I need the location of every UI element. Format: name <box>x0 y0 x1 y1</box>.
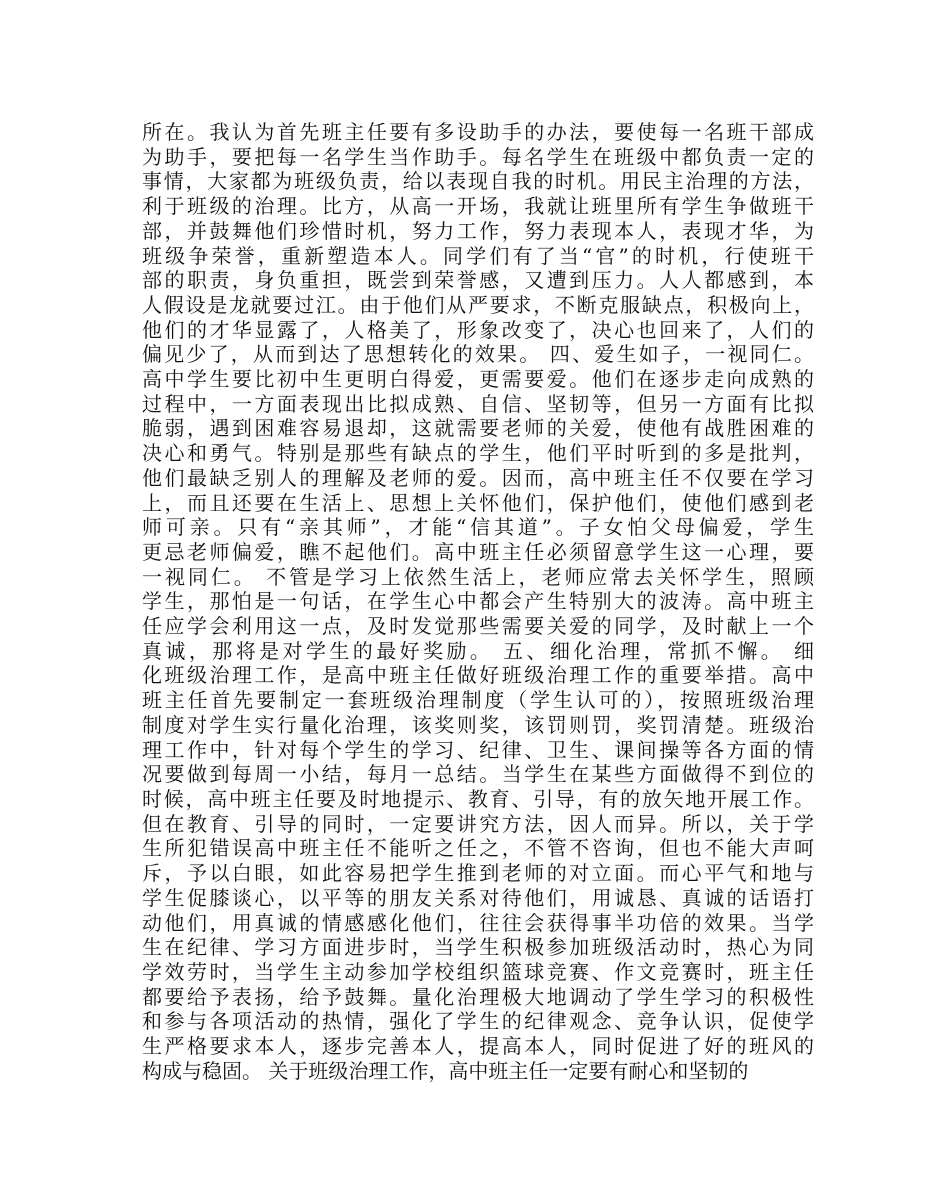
text-line: 学生，那怕是一句话，在学生心中都会产生特别大的波涛。高中班主 <box>142 589 814 614</box>
text-line: 利于班级的治理。比方，从高一开场，我就让班里所有学生争做班干 <box>142 194 814 219</box>
text-line: 他们的才华显露了，人格美了，形象改变了，决心也回来了，人们的 <box>142 317 814 342</box>
text-line: 过程中，一方面表现出比拟成熟、自信、坚韧等，但另一方面有比拟 <box>142 391 814 416</box>
text-line: 构成与稳固。 关于班级治理工作，高中班主任一定要有耐心和坚韧的 <box>142 1058 749 1083</box>
text-line: 况要做到每周一小结，每月一总结。当学生在某些方面做得不到位的 <box>142 762 814 787</box>
text-line: 生严格要求本人，逐步完善本人，提高本人，同时促进了好的班风的 <box>142 1034 814 1059</box>
text-line: 更忌老师偏爱，瞧不起他们。高中班主任必须留意学生这一心理，要 <box>142 539 814 564</box>
text-line: 真诚，那将是对学生的最好奖励。 五、细化治理，常抓不懈。 细 <box>142 638 814 663</box>
body-text <box>142 120 814 1083</box>
text-line: 班主任首先要制定一套班级治理制度（学生认可的），按照班级治理 <box>142 688 814 713</box>
text-line: 所在。我认为首先班主任要有多设助手的办法，要使每一名班干部成 <box>142 120 814 144</box>
text-line: 高中学生要比初中生更明白得爱，更需要爱。他们在逐步走向成熟的 <box>142 367 814 392</box>
text-line: 学生促膝谈心，以平等的朋友关系对待他们，用诚恳、真诚的话语打 <box>142 885 814 910</box>
text-line: 偏见少了，从而到达了思想转化的效果。 四、爱生如子，一视同仁。 <box>142 342 814 367</box>
text-line: 和参与各项活动的热情，强化了学生的纪律观念、竞争认识，促使学 <box>142 1009 814 1034</box>
text-line: 师可亲。只有“亲其师”，才能“信其道”。子女怕父母偏爱，学生 <box>142 515 814 540</box>
text-line: 为助手，要把每一名学生当作助手。每名学生在班级中都负责一定的 <box>142 144 814 169</box>
text-line: 生在纪律、学习方面进步时，当学生积极参加班级活动时，热心为同 <box>142 935 814 960</box>
text-line: 一视同仁。 不管是学习上依然生活上，老师应常去关怀学生，照顾 <box>142 564 814 589</box>
text-line: 化班级治理工作，是高中班主任做好班级治理工作的重要举措。高中 <box>142 663 814 688</box>
text-line: 人假设是龙就要过江。由于他们从严要求，不断克服缺点，积极向上， <box>142 292 814 317</box>
text-line: 都要给予表扬，给予鼓舞。量化治理极大地调动了学生学习的积极性 <box>142 984 814 1009</box>
text-line: 时候，高中班主任要及时地提示、教育、引导，有的放矢地开展工作。 <box>142 786 814 811</box>
text-line: 动他们，用真诚的情感感化他们，往往会获得事半功倍的效果。当学 <box>142 910 814 935</box>
text-line: 他们最缺乏别人的理解及老师的爱。因而，高中班主任不仅要在学习 <box>142 465 814 490</box>
text-line: 任应学会利用这一点，及时发觉那些需要关爱的同学，及时献上一个 <box>142 614 814 639</box>
text-line: 部的职责，身负重担，既尝到荣誉感，又遭到压力。人人都感到，本 <box>142 268 814 293</box>
text-line: 制度对学生实行量化治理，该奖则奖，该罚则罚，奖罚清楚。班级治 <box>142 712 814 737</box>
text-line: 但在教育、引导的同时，一定要讲究方法，因人而异。所以，关于学 <box>142 811 814 836</box>
text-line: 脆弱，遇到困难容易退却，这就需要老师的关爱，使他有战胜困难的 <box>142 416 814 441</box>
text-line: 部，并鼓舞他们珍惜时机，努力工作，努力表现本人，表现才华，为 <box>142 218 814 243</box>
text-line: 决心和勇气。特别是那些有缺点的学生，他们平时听到的多是批判， <box>142 441 814 466</box>
text-line: 班级争荣誉，重新塑造本人。同学们有了当“官”的时机，行使班干 <box>142 243 814 268</box>
text-line: 理工作中，针对每个学生的学习、纪律、卫生、课间操等各方面的情 <box>142 737 814 762</box>
text-line: 生所犯错误高中班主任不能听之任之，不管不咨询，但也不能大声呵 <box>142 836 814 861</box>
text-line: 学效劳时，当学生主动参加学校组织篮球竞赛、作文竞赛时，班主任 <box>142 959 814 984</box>
text-line: 上，而且还要在生活上、思想上关怀他们，保护他们，使他们感到老 <box>142 490 814 515</box>
text-line: 事情，大家都为班级负责，给以表现自我的时机。用民主治理的方法， <box>142 169 814 194</box>
text-line: 斥，予以白眼，如此容易把学生推到老师的对立面。而心平气和地与 <box>142 861 814 886</box>
